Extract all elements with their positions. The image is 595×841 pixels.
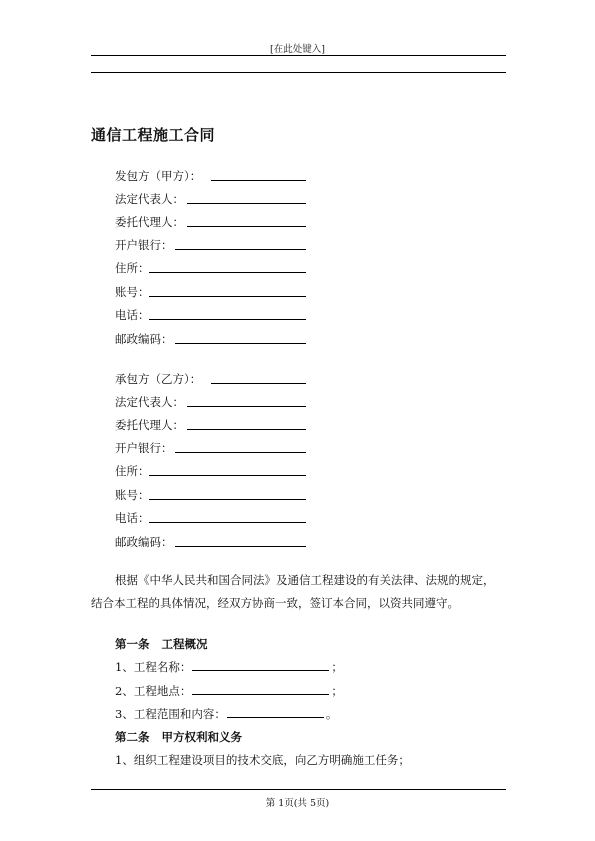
fill-in-blank[interactable] [175,452,306,453]
fill-in-blank[interactable] [187,226,306,227]
field-party-a-agent [115,213,306,229]
article-1-item [115,683,343,699]
field-label: 账号： [115,488,150,502]
field-party-a-phone [115,306,306,322]
footer-rule [91,789,506,790]
fill-in-blank[interactable] [192,659,329,671]
field-label: 委托代理人： [115,418,184,432]
field-label: 开户银行： [115,238,173,252]
field-label: 电话： [115,308,150,322]
item-end-punct: ； [331,684,343,698]
fill-in-blank[interactable] [149,319,306,320]
fill-in-blank[interactable] [149,296,306,297]
article-2-heading [115,729,242,745]
item-end-punct: ； [331,660,343,674]
item-text: 1、工程名称： [115,660,192,674]
field-label: 承包方（乙方）： [115,372,202,386]
field-party-b-phone [115,509,306,525]
fill-in-blank[interactable] [187,406,306,407]
fill-in-blank[interactable] [227,706,324,718]
item-end-punct: 。 [325,707,338,721]
fill-in-blank[interactable] [187,429,306,430]
article-number: 第一条 [115,637,150,651]
article-2-item [115,752,410,768]
document-title: 通信工程施工合同 [91,126,216,144]
field-party-b-postcode [115,533,306,549]
item-text: 3、工程范围和内容： [115,707,226,721]
field-label: 法定代表人： [115,395,184,409]
header-rule-top [91,55,506,56]
field-label: 委托代理人： [115,215,184,229]
fill-in-blank[interactable] [175,343,306,344]
fill-in-blank[interactable] [187,203,306,204]
page-number: 第 1页(共 5页) [265,798,330,809]
fill-in-blank[interactable] [211,383,306,384]
field-party-a-name [115,167,306,183]
article-1-item [115,659,343,675]
article-title: 甲方权利和义务 [161,730,242,744]
field-label: 发包方（甲方）： [115,169,202,183]
preamble-paragraph [91,569,506,615]
article-1-heading [115,636,208,652]
field-label: 法定代表人： [115,192,184,206]
field-party-b-agent [115,416,306,432]
fill-in-blank[interactable] [149,499,306,500]
field-party-b-address [115,462,306,478]
header-placeholder[interactable]: [在此处键入] [270,44,325,55]
fill-in-blank[interactable] [175,546,306,547]
field-party-a-account [115,283,306,299]
field-party-b-bank [115,439,306,455]
fill-in-blank[interactable] [149,522,306,523]
fill-in-blank[interactable] [175,249,306,250]
preamble-line: 根据《中华人民共和国合同法》及通信工程建设的有关法律、法规的规定， [115,573,495,587]
field-party-a-postcode [115,330,306,346]
field-label: 住所： [115,261,150,275]
field-party-a-address [115,259,306,275]
field-label: 账号： [115,285,150,299]
field-party-b-name [115,370,306,386]
article-1-item [115,706,337,722]
field-party-b-account [115,486,306,502]
header-rule-bottom [91,72,506,73]
fill-in-blank[interactable] [192,683,329,695]
field-label: 邮政编码： [115,332,173,346]
fill-in-blank[interactable] [149,272,306,273]
article-title: 工程概况 [161,637,208,651]
fill-in-blank[interactable] [211,180,306,181]
field-label: 开户银行： [115,441,173,455]
field-party-a-legal-rep [115,190,306,206]
item-text: 2、工程地点： [115,684,192,698]
field-party-a-bank [115,236,306,252]
field-label: 电话： [115,511,150,525]
field-label: 住所： [115,464,150,478]
field-label: 邮政编码： [115,535,173,549]
article-number: 第二条 [115,730,150,744]
preamble-line: 结合本工程的具体情况，经双方协商一致，签订本合同，以资共同遵守。 [91,596,459,610]
field-party-b-legal-rep [115,393,306,409]
item-text: 1、组织工程建设项目的技术交底，向乙方明确施工任务； [115,753,410,767]
fill-in-blank[interactable] [149,475,306,476]
